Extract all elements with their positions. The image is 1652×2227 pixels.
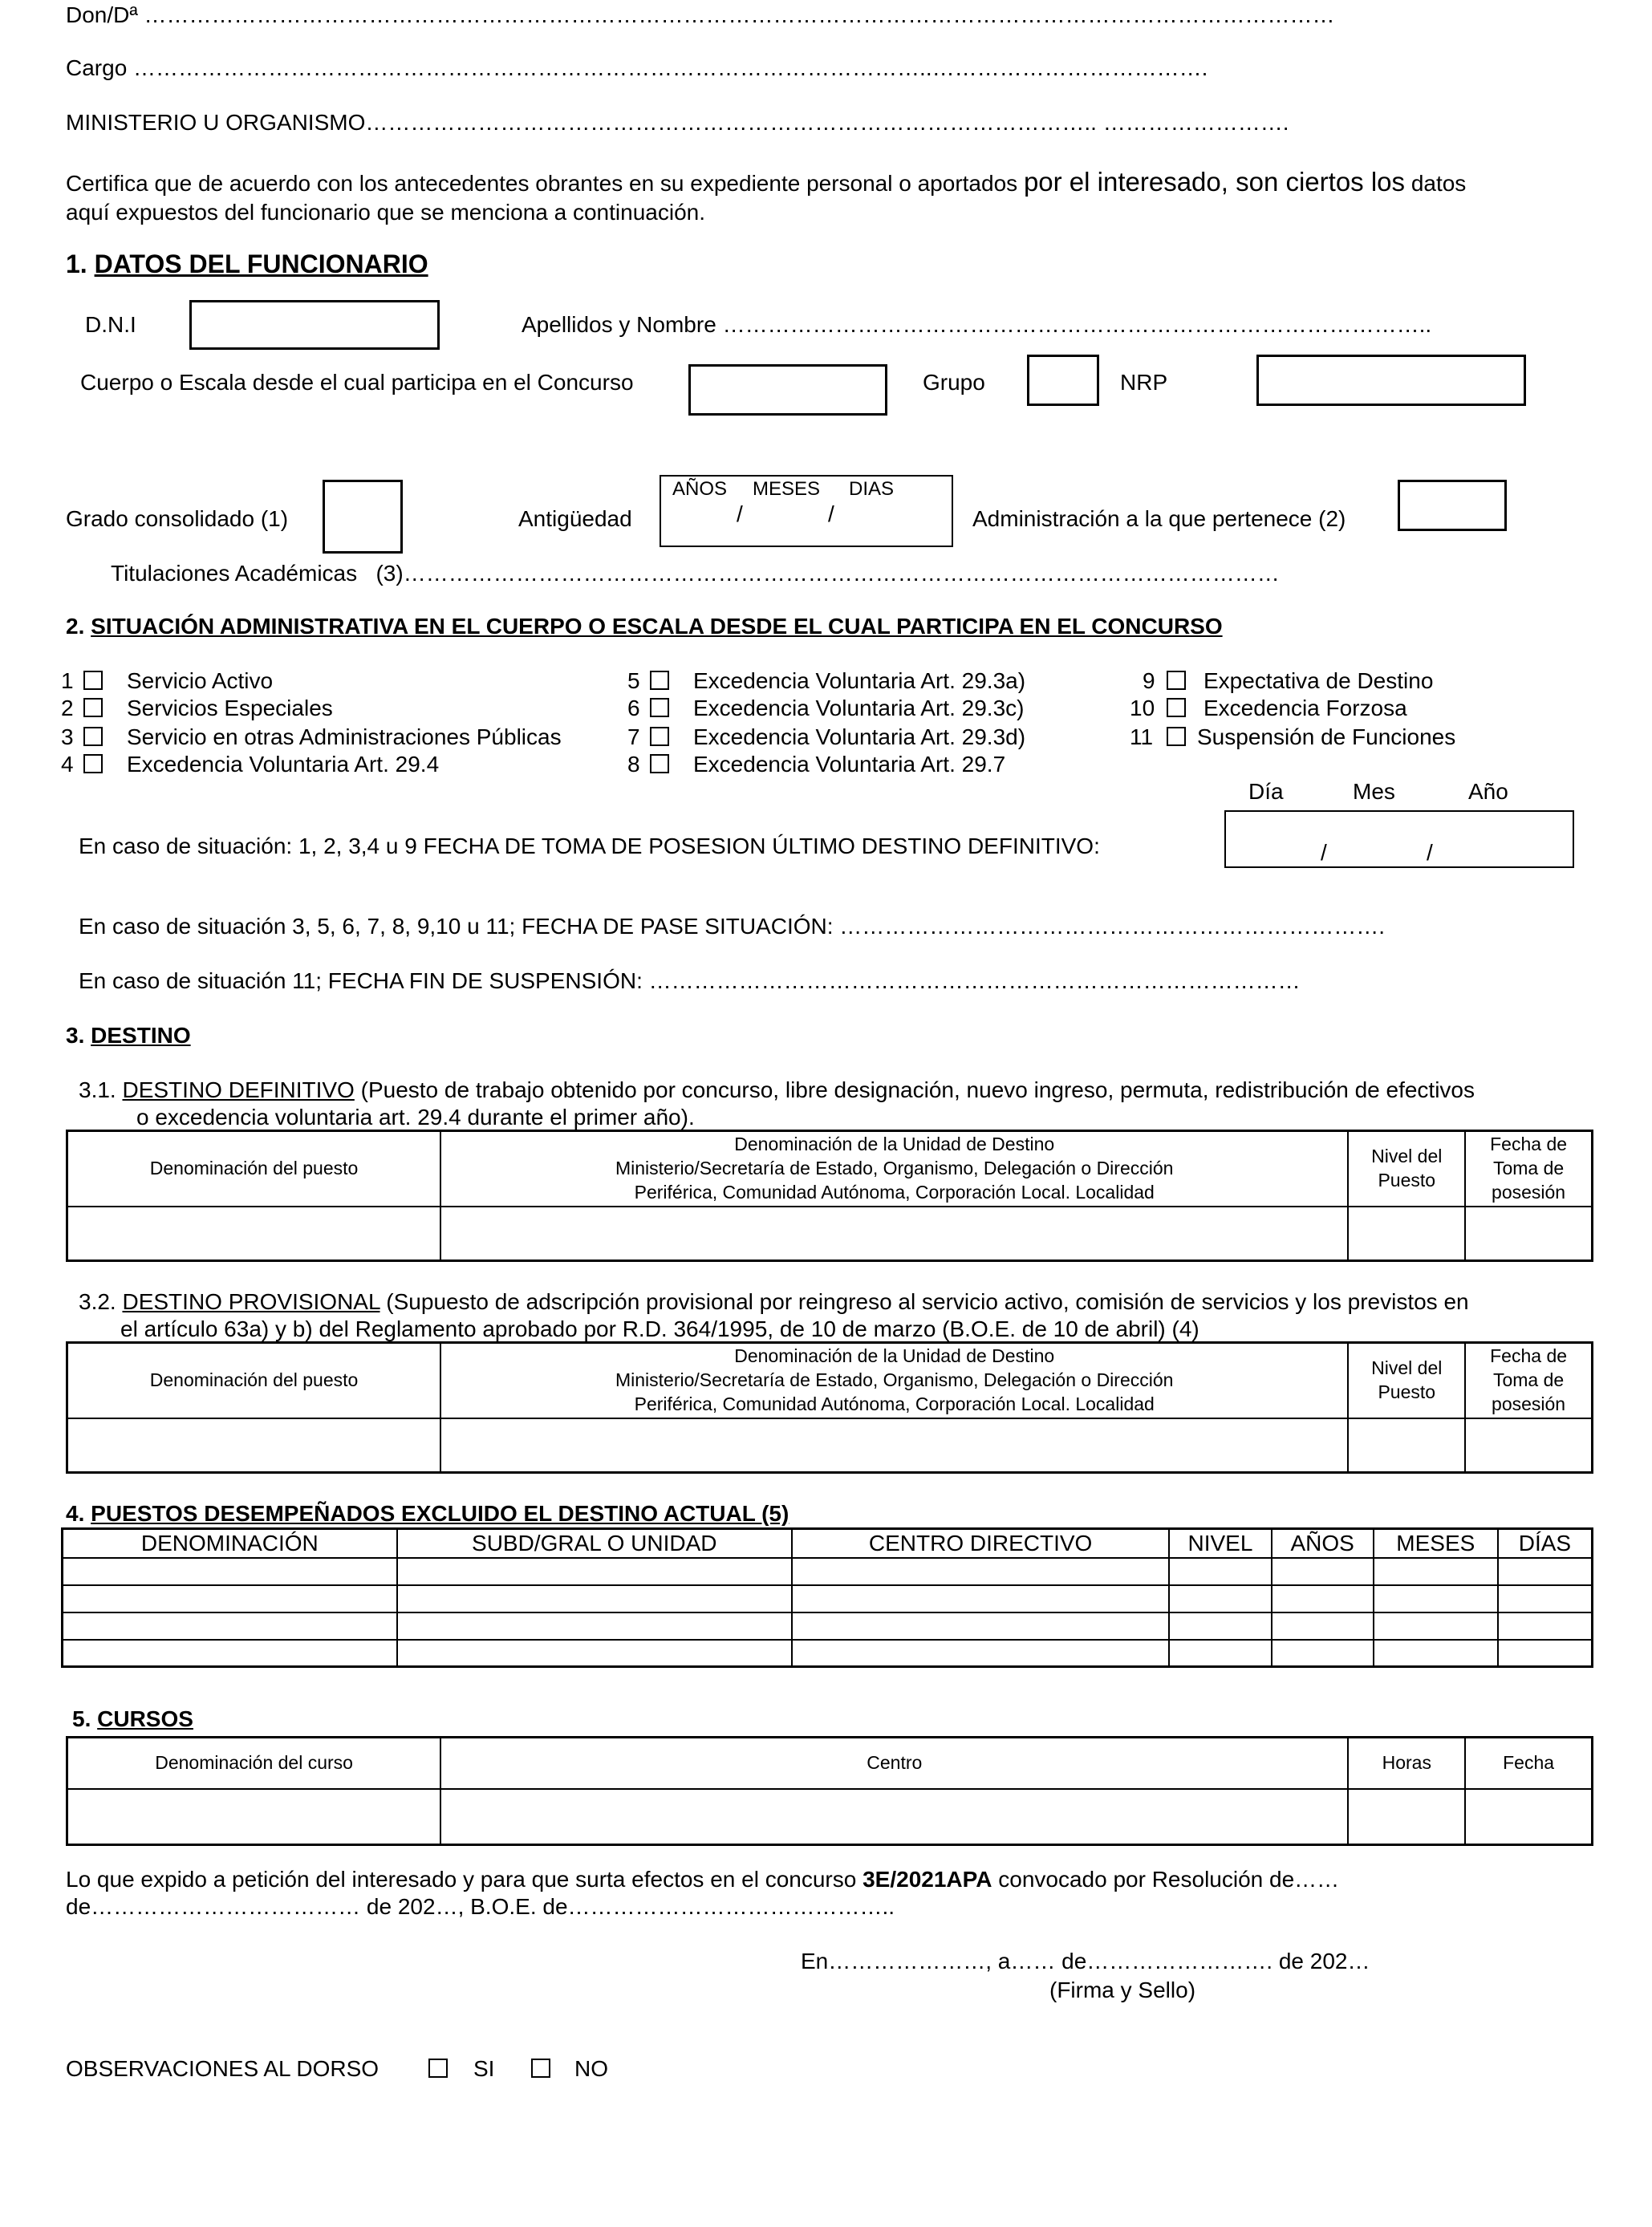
section2-heading: 2. SITUACIÓN ADMINISTRATIVA EN EL CUERPO O ESCALA DESDE EL CUAL PARTICIPA EN EL CONCURSO [66,614,1223,639]
grado-input[interactable] [323,480,403,554]
administracion-input[interactable] [1398,480,1507,531]
situacion-10-checkbox[interactable] [1167,698,1186,717]
ministerio-line [66,109,1289,136]
situacion-3-label: Servicio en otras Administraciones Públicas [127,724,562,749]
situacion-11-label: Suspensión de Funciones [1197,724,1456,749]
situacion-5-checkbox[interactable] [650,671,669,690]
ano-label: Año [1468,779,1508,804]
antiguedad-label: Antigüedad [518,506,632,531]
situacion-3: 3 [61,724,74,749]
apellidos-line [522,311,1431,339]
situacion-11-checkbox[interactable] [1167,727,1186,746]
cargo-field[interactable]: ……………………………………………………………………………………………..………………………………. [133,55,1208,80]
situacion-7: 7 [627,724,640,749]
don-field[interactable]: …………………………………………………………………………………………………………………………………………… [144,2,1335,27]
situacion-5: 5 [627,668,640,693]
table-cell[interactable] [440,1207,1348,1261]
dni-label: D.N.I [85,312,136,337]
section1-heading: 1. DATOS DEL FUNCIONARIO [66,249,428,278]
col-puesto: Denominación del puesto [67,1343,441,1418]
mes-label: Mes [1353,779,1395,804]
situacion-8: 8 [627,752,640,777]
apellidos-field[interactable]: ………………………………………………………………………………….. [722,312,1432,337]
nrp-label: NRP [1120,370,1168,395]
observaciones-label: OBSERVACIONES AL DORSO [66,2056,380,2081]
certifica-paragraph: Certifica que de acuerdo con los antecedentes obrantes en su expediente personal o aportados por el interesado, son ciertos los datos aquí expuestos del funcionario que se menciona a continuación. [66,167,1467,225]
situacion-9-label: Expectativa de Destino [1203,668,1434,693]
antiguedad-input[interactable] [660,475,953,547]
situacion-2-checkbox[interactable] [83,698,103,717]
dni-input[interactable] [189,300,440,350]
table-cell[interactable] [440,1418,1348,1473]
si-checkbox[interactable] [428,2059,448,2078]
col-subd: SUBD/GRAL O UNIDAD [397,1529,792,1558]
col-centro: Centro [440,1738,1348,1789]
concurso-code: 3E/2021APA [863,1867,992,1892]
destino-provisional-intro-line2: el artículo 63a) y b) del Reglamento aprobado por R.D. 364/1995, de 10 de marzo (B.O.E. de 10 de abril) (4) [120,1316,1199,1341]
col-nivel: Nivel del Puesto [1348,1131,1465,1207]
col-fecha: Fecha de Toma de posesión [1465,1343,1592,1418]
col-denominacion: DENOMINACIÓN [63,1529,397,1558]
situacion-2: 2 [61,696,74,720]
col-nivel: NIVEL [1169,1529,1271,1558]
table-row [63,1558,1593,1585]
col-dias: DÍAS [1498,1529,1593,1558]
situacion-8-checkbox[interactable] [650,754,669,773]
table-cell[interactable] [1348,1207,1465,1261]
table-cell[interactable] [67,1789,441,1845]
table-cell[interactable] [1465,1789,1592,1845]
col-fecha: Fecha [1465,1738,1592,1789]
col-centro: CENTRO DIRECTIVO [792,1529,1169,1558]
table-cell[interactable] [1465,1207,1592,1261]
situacion-1-label: Servicio Activo [127,668,274,693]
si-label: SI [473,2056,495,2081]
slash-1: / [737,501,743,526]
destino-definitivo-table [66,1130,1593,1262]
table-cell[interactable] [1348,1418,1465,1473]
section3-heading: 3. DESTINO [66,1023,191,1048]
col-unidad: Denominación de la Unidad de Destino Ministerio/Secretaría de Estado, Organismo, Delegación o Dirección Periférica, Comunidad Autónoma, Corporación Local. Localidad [440,1343,1348,1418]
situacion-4-checkbox[interactable] [83,754,103,773]
situacion-10-label: Excedencia Forzosa [1203,696,1407,720]
anos-label: AÑOS [672,478,728,500]
destino-definitivo-intro: 3.1. DESTINO DEFINITIVO (Puesto de trabajo obtenido por concurso, libre designación, nuevo ingreso, permuta, redistribución de efectivos [79,1077,1475,1102]
table-cell[interactable] [440,1789,1348,1845]
grupo-input[interactable] [1027,355,1099,406]
situacion-8-label: Excedencia Voluntaria Art. 29.7 [693,752,1006,777]
situacion-6: 6 [627,696,640,720]
situacion-9-checkbox[interactable] [1167,671,1186,690]
situacion-6-label: Excedencia Voluntaria Art. 29.3c) [693,696,1025,720]
situacion-1-checkbox[interactable] [83,671,103,690]
grado-label: Grado consolidado (1) [66,506,289,531]
section4-heading: 4. PUESTOS DESEMPEÑADOS EXCLUIDO EL DESTINO ACTUAL (5) [66,1501,789,1526]
ministerio-field[interactable]: …………………………………………………………………………………….. ……………………. [365,110,1289,135]
cargo-line [66,55,1208,82]
col-horas: Horas [1348,1738,1465,1789]
destino-definitivo-intro-line2: o excedencia voluntaria art. 29.4 durante el primer año). [136,1105,695,1130]
cuerpo-input[interactable] [688,364,887,416]
ministerio-label: MINISTERIO U ORGANISMO [66,110,366,135]
situacion-1: 1 [61,668,74,693]
apellidos-label: Apellidos y Nombre [522,312,716,337]
situacion-11: 11 [1130,724,1154,749]
col-curso: Denominación del curso [67,1738,441,1789]
situacion-9: 9 [1143,668,1155,693]
fecha-fin-line[interactable]: En caso de situación 11; FECHA FIN DE SUSPENSIÓN: …………………………………………………………………………… [79,968,1301,993]
titulaciones-field[interactable]: ……………………………………………………………………………………………………… [403,561,1280,586]
col-anos: AÑOS [1272,1529,1374,1558]
situacion-5-label: Excedencia Voluntaria Art. 29.3a) [693,668,1026,693]
firma-label: (Firma y Sello) [1049,1978,1196,2002]
col-puesto: Denominación del puesto [67,1131,441,1207]
expido-line: Lo que expido a petición del interesado y para que surta efectos en el concurso 3E/2021APA convocado por Resolución de…… [66,1867,1340,1892]
situacion-6-checkbox[interactable] [650,698,669,717]
table-cell[interactable] [67,1418,441,1473]
col-meses: MESES [1374,1529,1498,1558]
destino-provisional-intro: 3.2. DESTINO PROVISIONAL (Supuesto de adscripción provisional por reingreso al servicio activo, comisión de servicios y los previstos en [79,1289,1469,1314]
titulaciones-line: Titulaciones Académicas (3)……………………………………………………………………………………………………… [111,561,1280,586]
no-label: NO [574,2056,608,2081]
cursos-table [66,1736,1593,1846]
fecha-toma-label: En caso de situación: 1, 2, 3,4 u 9 FECHA DE TOMA DE POSESION ÚLTIMO DESTINO DEFINITIVO: [79,834,1100,858]
destino-provisional-table [66,1341,1593,1474]
situacion-4-label: Excedencia Voluntaria Art. 29.4 [127,752,440,777]
puestos-table [61,1527,1593,1668]
don-label: Don/Dª [66,2,138,27]
fecha-toma-input[interactable]: / / [1224,810,1574,868]
situacion-3-checkbox[interactable] [83,727,103,746]
col-nivel: Nivel del Puesto [1348,1343,1465,1418]
grupo-label: Grupo [923,370,985,395]
lugar-fecha-line[interactable]: En…………………, a…… de……………………. de 202… [801,1949,1370,1973]
titulaciones-label: Titulaciones Académicas [111,561,358,586]
dia-label: Día [1248,779,1284,804]
table-row [63,1585,1593,1612]
table-cell[interactable] [1348,1789,1465,1845]
dias-label: DIAS [849,478,895,500]
table-row [63,1640,1593,1667]
nrp-input[interactable] [1256,355,1526,406]
expido-line2[interactable]: de……………………………… de 202…, B.O.E. de…………………………………….. [66,1894,895,1919]
situacion-4: 4 [61,752,74,777]
situacion-2-label: Servicios Especiales [127,696,333,720]
section5-heading: 5. CURSOS [72,1706,193,1731]
table-cell[interactable] [67,1207,441,1261]
col-unidad: Denominación de la Unidad de Destino Ministerio/Secretaría de Estado, Organismo, Delegación o Dirección Periférica, Comunidad Autónoma, Corporación Local. Localidad [440,1131,1348,1207]
administracion-label: Administración a la que pertenece (2) [972,506,1346,531]
col-fecha: Fecha de Toma de posesión [1465,1131,1592,1207]
cargo-label: Cargo [66,55,128,80]
don-line [66,2,1335,29]
slash-2: / [828,501,834,526]
situacion-7-label: Excedencia Voluntaria Art. 29.3d) [693,724,1026,749]
situacion-10: 10 [1130,696,1155,720]
table-cell[interactable] [1465,1418,1592,1473]
no-checkbox[interactable] [531,2059,550,2078]
fecha-pase-line[interactable]: En caso de situación 3, 5, 6, 7, 8, 9,10 u 11; FECHA DE PASE SITUACIÓN: ………………………………………………………………. [79,914,1386,939]
cuerpo-label: Cuerpo o Escala desde el cual participa en el Concurso [80,370,634,395]
table-row [63,1612,1593,1640]
situacion-7-checkbox[interactable] [650,727,669,746]
meses-label: MESES [753,478,821,500]
